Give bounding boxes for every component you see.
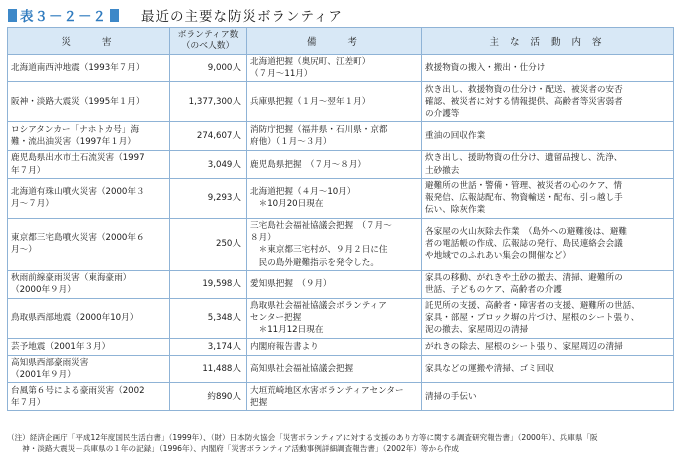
activities-cell: 炊き出し、救援物資の仕分け・配送、被災者の安否 確認、被災者に対する情報提供、高齢者等災害弱者 の介護等 [422,82,674,122]
volunteer-count-cell: 274,607人 [170,122,247,151]
volunteer-count-cell: 9,293人 [170,178,247,218]
disaster-cell: 鹿児島県出水市土石流災害（1997 年７月） [8,151,170,178]
disaster-cell: 東京都三宅島噴火災害（2000年６ 月～） [8,218,170,270]
footnote: （注）経済企画庁「平成12年度国民生活白書」（1999年）、（財）日本防火協会「災害ボランティアに対する支援のあり方等に関する調査研究報告書」（2000年）、兵庫県「阪 神・淡路大震災－兵庫県の１年の記録」（1996年）、内閣府「災害ボランティア活動事例詳細調査報告書」（2002年）等から作成 [7,433,598,453]
activities-cell: 家具の移動、がれきや土砂の撤去、清掃、避難所の 世話、子どものケア、高齢者の介護 [422,270,674,298]
activities-cell: 清掃の手伝い [422,383,674,411]
table-title [8,6,343,24]
table-row [8,82,674,122]
table-number: 表３－２－２ [20,9,107,25]
disaster-cell: 阪神・淡路大震災（1995年１月） [8,82,170,122]
title-square-icon [110,9,119,22]
table-row [8,178,674,218]
table-row [8,218,674,270]
table-row [8,270,674,298]
disaster-cell: 北海道有珠山噴火災害（2000年３ 月～７月） [8,178,170,218]
table-row [8,122,674,151]
header-disaster: 災 害 [8,28,170,55]
remarks-cell: 愛知県把握 （９月） [247,270,422,298]
remarks-cell: 鹿児島県把握 （７月～８月） [247,151,422,178]
table-caption: 最近の主要な防災ボランティア [141,9,343,25]
volunteer-count-cell: 5,348人 [170,298,247,338]
activities-cell: 重油の回収作業 [422,122,674,151]
disaster-cell: ロシアタンカー「ナホトカ号」海 難・流出油災害（1997年１月） [8,122,170,151]
title-square-icon [8,9,17,22]
disaster-cell: 台風第６号による豪雨災害（2002 年７月） [8,383,170,411]
table-row [8,338,674,355]
volunteer-count-cell: 3,174人 [170,338,247,355]
header-remarks: 備 考 [247,28,422,55]
remarks-cell: 内閣府報告書より [247,338,422,355]
activities-cell: 家具などの運搬や清掃、ゴミ回収 [422,355,674,382]
disaster-cell: 北海道南西沖地震（1993年７月） [8,55,170,82]
volunteer-count-cell: 1,377,300人 [170,82,247,122]
volunteer-count-cell: 9,000人 [170,55,247,82]
activities-cell: 託児所の支援、高齢者・障害者の支援、避難所の世話、 家具・部屋・ブロック塀の片づけ、屋根のシート張り、 泥の撤去、家屋周辺の清掃 [422,298,674,338]
table-row [8,55,674,82]
table-row [8,355,674,382]
volunteer-count-cell: 3,049人 [170,151,247,178]
volunteer-count-cell: 250人 [170,218,247,270]
remarks-cell: 消防庁把握（福井県・石川県・京都 府他）（１月～３月） [247,122,422,151]
activities-cell: がれきの除去、屋根のシート張り、家屋周辺の清掃 [422,338,674,355]
table-header-row [8,28,674,55]
header-activities: 主 な 活 動 内 容 [422,28,674,55]
remarks-cell: 兵庫県把握（１月～翌年１月） [247,82,422,122]
header-volunteer-count: ボランティア数 （のべ人数） [170,28,247,55]
remarks-cell: 三宅島社会福祉協議会把握 （７月～ ８月） ＊東京都三宅村が、９月２日に住 民の島外避難指示を発令した。 [247,218,422,270]
remarks-cell: 北海道把握（４月～10月） ＊10月20日現在 [247,178,422,218]
disaster-cell: 高知県西部豪雨災害 （2001年９月） [8,355,170,382]
table-row [8,298,674,338]
activities-cell: 各家屋の火山灰除去作業 （島外への避難後は、避難 者の電話帳の作成、広報誌の発行、島民連絡会会議 や地域でのふれあい集会の開催など） [422,218,674,270]
activities-cell: 救援物資の搬入・搬出・仕分け [422,55,674,82]
activities-cell: 炊き出し、援助物資の仕分け、遺留品捜し、洗浄、 土砂撤去 [422,151,674,178]
remarks-cell: 北海道把握（奥尻町、江差町） （７月～11月） [247,55,422,82]
volunteer-count-cell: 約890人 [170,383,247,411]
table-row [8,383,674,411]
disaster-cell: 秋雨前線豪雨災害（東海豪雨） （2000年９月） [8,270,170,298]
table-row [8,151,674,178]
disaster-cell: 鳥取県西部地震（2000年10月） [8,298,170,338]
disaster-cell: 芸予地震（2001年３月） [8,338,170,355]
remarks-cell: 鳥取県社会福祉協議会ボランティア センター把握 ＊11月12日現在 [247,298,422,338]
volunteer-count-cell: 11,488人 [170,355,247,382]
volunteer-count-cell: 19,598人 [170,270,247,298]
volunteer-table [7,27,674,411]
activities-cell: 避難所の世話・警備・管理、被災者の心のケア、情 報発信、広報誌配布、物資輸送・配布、引っ越し手 伝い、除灰作業 [422,178,674,218]
remarks-cell: 大垣荒崎地区水害ボランティアセンター 把握 [247,383,422,411]
remarks-cell: 高知県社会福祉協議会把握 [247,355,422,382]
